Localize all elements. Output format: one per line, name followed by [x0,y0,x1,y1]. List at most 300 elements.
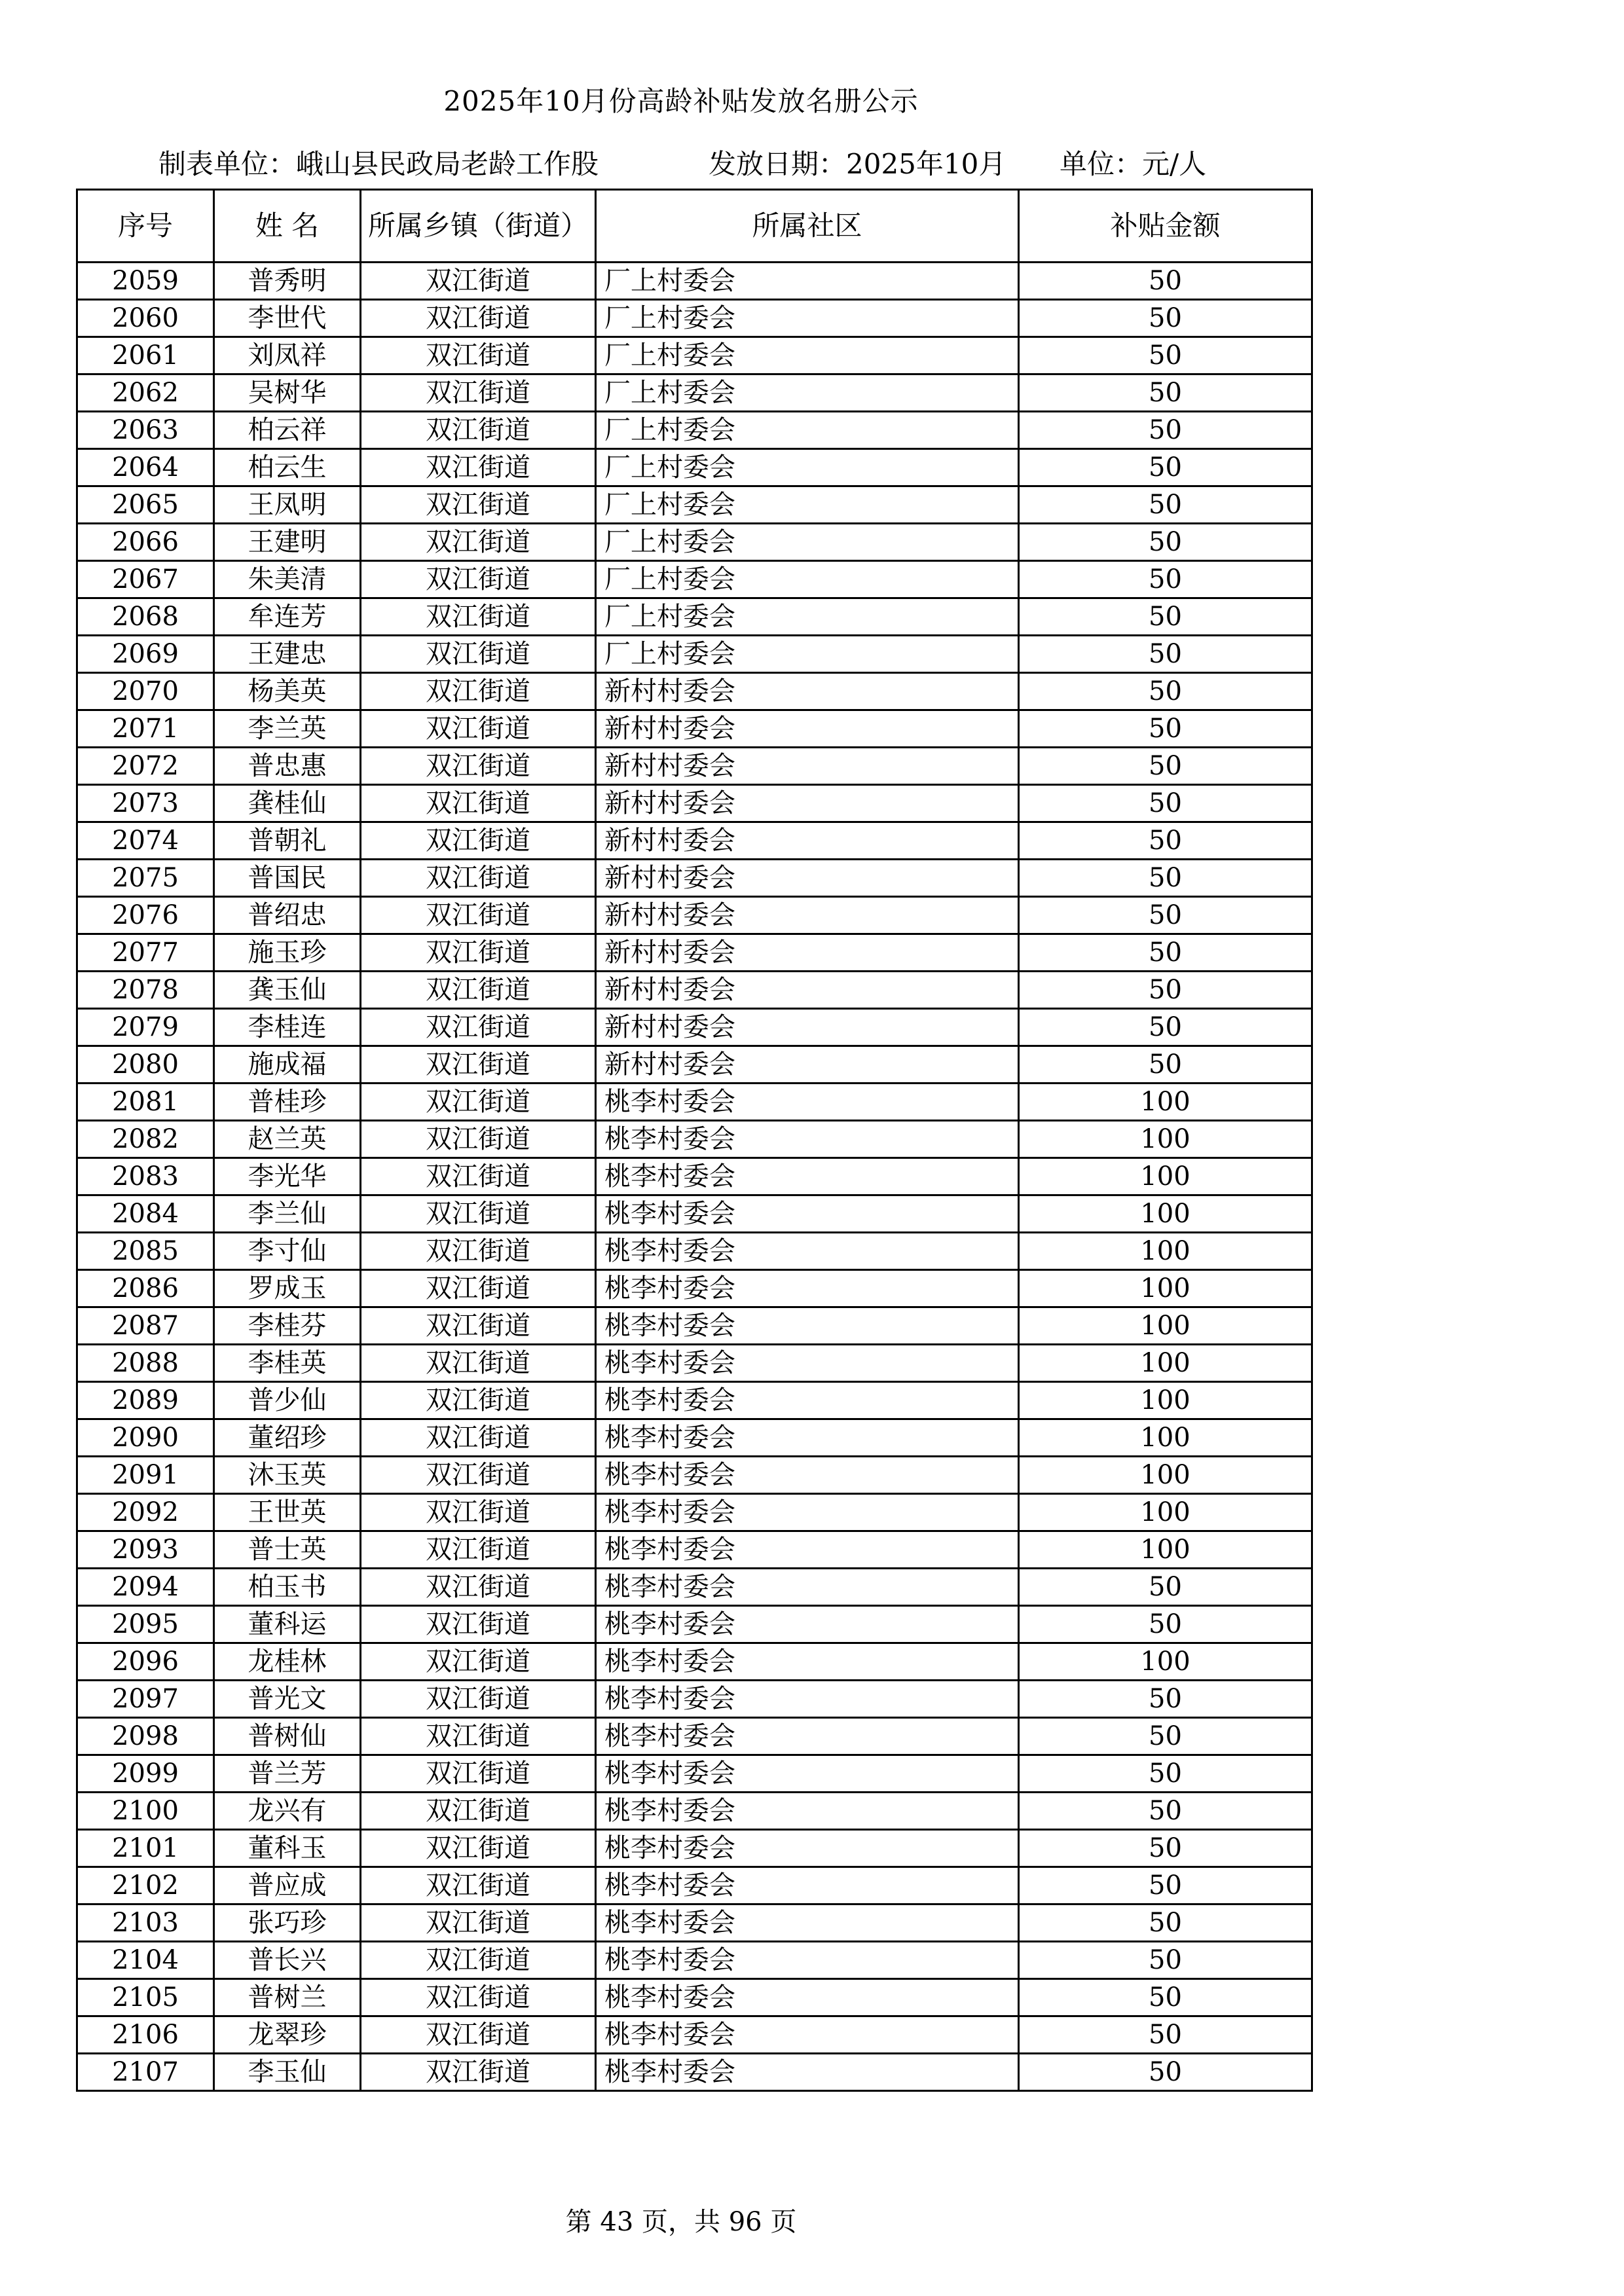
cell-seq: 2088 [77,1345,214,1382]
table-row [77,636,1312,673]
cell-seq: 2063 [77,412,214,449]
cell-seq: 2095 [77,1606,214,1643]
table-row [77,1755,1312,1793]
cell-town: 双江街道 [361,1046,596,1084]
cell-seq: 2087 [77,1307,214,1345]
cell-community: 桃李村委会 [596,2016,1019,2054]
cell-amount: 50 [1019,1681,1312,1718]
header-town: 所属乡镇（街道） [361,190,596,263]
table-row [77,2016,1312,2054]
cell-town: 双江街道 [361,1643,596,1681]
cell-seq: 2096 [77,1643,214,1681]
table-row [77,1419,1312,1457]
cell-town: 双江街道 [361,2054,596,2091]
cell-amount: 50 [1019,1606,1312,1643]
cell-community: 厂上村委会 [596,263,1019,300]
cell-community: 桃李村委会 [596,1121,1019,1158]
table-row [77,897,1312,934]
cell-amount: 50 [1019,1009,1312,1046]
cell-seq: 2081 [77,1084,214,1121]
cell-community: 桃李村委会 [596,1606,1019,1643]
cell-seq: 2076 [77,897,214,934]
cell-town: 双江街道 [361,561,596,598]
cell-seq: 2105 [77,1979,214,2016]
table-row [77,300,1312,337]
cell-seq: 2064 [77,449,214,486]
cell-seq: 2102 [77,1867,214,1904]
cell-town: 双江街道 [361,1382,596,1419]
cell-town: 双江街道 [361,860,596,897]
cell-community: 桃李村委会 [596,1233,1019,1270]
cell-community: 新村村委会 [596,897,1019,934]
table-row [77,1307,1312,1345]
cell-seq: 2061 [77,337,214,374]
cell-amount: 100 [1019,1643,1312,1681]
cell-amount: 50 [1019,673,1312,710]
table-row [77,263,1312,300]
table-row [77,1718,1312,1755]
cell-name: 普朝礼 [214,822,361,860]
cell-community: 桃李村委会 [596,1942,1019,1979]
cell-name: 普长兴 [214,1942,361,1979]
cell-seq: 2077 [77,934,214,972]
document-title: 2025年10月份高龄补贴发放名册公示 [443,85,919,117]
cell-name: 普秀明 [214,263,361,300]
cell-community: 桃李村委会 [596,2054,1019,2091]
subsidy-roster-table [76,189,1313,2092]
cell-town: 双江街道 [361,449,596,486]
cell-amount: 100 [1019,1457,1312,1494]
cell-seq: 2078 [77,972,214,1009]
cell-seq: 2073 [77,785,214,822]
cell-amount: 50 [1019,1867,1312,1904]
cell-name: 吴树华 [214,374,361,412]
cell-town: 双江街道 [361,1904,596,1942]
cell-name: 施成福 [214,1046,361,1084]
cell-name: 普绍忠 [214,897,361,934]
cell-name: 龚玉仙 [214,972,361,1009]
cell-community: 厂上村委会 [596,337,1019,374]
cell-community: 桃李村委会 [596,1457,1019,1494]
cell-seq: 2093 [77,1531,214,1569]
table-row [77,1270,1312,1307]
cell-name: 赵兰英 [214,1121,361,1158]
cell-community: 新村村委会 [596,860,1019,897]
cell-amount: 100 [1019,1084,1312,1121]
cell-name: 李寸仙 [214,1233,361,1270]
cell-seq: 2079 [77,1009,214,1046]
cell-name: 普忠惠 [214,748,361,785]
cell-name: 王凤明 [214,486,361,524]
table-row [77,785,1312,822]
cell-community: 厂上村委会 [596,486,1019,524]
table-row [77,822,1312,860]
cell-community: 桃李村委会 [596,1681,1019,1718]
cell-seq: 2099 [77,1755,214,1793]
cell-amount: 50 [1019,785,1312,822]
cell-seq: 2083 [77,1158,214,1195]
cell-amount: 50 [1019,524,1312,561]
cell-name: 董科运 [214,1606,361,1643]
cell-name: 柏云生 [214,449,361,486]
cell-community: 桃李村委会 [596,1531,1019,1569]
cell-name: 董绍珍 [214,1419,361,1457]
table-row [77,524,1312,561]
cell-name: 柏云祥 [214,412,361,449]
cell-community: 厂上村委会 [596,374,1019,412]
table-row [77,710,1312,748]
cell-seq: 2062 [77,374,214,412]
cell-name: 张巧珍 [214,1904,361,1942]
cell-community: 桃李村委会 [596,1755,1019,1793]
cell-amount: 50 [1019,337,1312,374]
cell-community: 厂上村委会 [596,449,1019,486]
header-community: 所属社区 [596,190,1019,263]
cell-town: 双江街道 [361,1307,596,1345]
cell-seq: 2107 [77,2054,214,2091]
cell-community: 厂上村委会 [596,636,1019,673]
cell-seq: 2100 [77,1793,214,1830]
cell-amount: 50 [1019,1718,1312,1755]
cell-seq: 2074 [77,822,214,860]
cell-name: 普光文 [214,1681,361,1718]
cell-name: 普少仙 [214,1382,361,1419]
cell-seq: 2086 [77,1270,214,1307]
cell-amount: 50 [1019,561,1312,598]
table-row [77,449,1312,486]
cell-town: 双江街道 [361,1755,596,1793]
cell-amount: 50 [1019,1046,1312,1084]
cell-name: 牟连芳 [214,598,361,636]
cell-seq: 2082 [77,1121,214,1158]
cell-community: 厂上村委会 [596,524,1019,561]
cell-community: 桃李村委会 [596,1382,1019,1419]
cell-amount: 100 [1019,1419,1312,1457]
cell-amount: 50 [1019,598,1312,636]
table-row [77,1942,1312,1979]
table-row [77,1494,1312,1531]
cell-town: 双江街道 [361,263,596,300]
cell-name: 李兰仙 [214,1195,361,1233]
cell-seq: 2103 [77,1904,214,1942]
table-row [77,561,1312,598]
table-row [77,1793,1312,1830]
cell-town: 双江街道 [361,1569,596,1606]
cell-name: 王建明 [214,524,361,561]
cell-town: 双江街道 [361,1009,596,1046]
cell-community: 桃李村委会 [596,1569,1019,1606]
cell-seq: 2068 [77,598,214,636]
cell-amount: 50 [1019,822,1312,860]
cell-community: 厂上村委会 [596,561,1019,598]
table-row [77,1084,1312,1121]
table-row [77,1531,1312,1569]
cell-name: 董科玉 [214,1830,361,1867]
cell-community: 新村村委会 [596,822,1019,860]
cell-town: 双江街道 [361,1195,596,1233]
cell-seq: 2069 [77,636,214,673]
cell-community: 桃李村委会 [596,1345,1019,1382]
cell-amount: 50 [1019,412,1312,449]
cell-seq: 2072 [77,748,214,785]
cell-seq: 2070 [77,673,214,710]
cell-community: 新村村委会 [596,1046,1019,1084]
cell-amount: 50 [1019,1904,1312,1942]
cell-name: 王建忠 [214,636,361,673]
cell-community: 新村村委会 [596,710,1019,748]
cell-amount: 100 [1019,1531,1312,1569]
cell-town: 双江街道 [361,1718,596,1755]
cell-community: 桃李村委会 [596,1830,1019,1867]
table-row [77,1382,1312,1419]
table-row [77,1681,1312,1718]
page-footer: 第 43 页，共 96 页 [565,2207,797,2237]
table-row [77,2054,1312,2091]
cell-community: 桃李村委会 [596,1307,1019,1345]
cell-town: 双江街道 [361,1830,596,1867]
cell-name: 普树兰 [214,1979,361,2016]
cell-name: 李桂英 [214,1345,361,1382]
cell-seq: 2094 [77,1569,214,1606]
cell-town: 双江街道 [361,748,596,785]
cell-name: 龙桂林 [214,1643,361,1681]
table-row [77,412,1312,449]
cell-town: 双江街道 [361,972,596,1009]
cell-seq: 2089 [77,1382,214,1419]
table-row [77,1233,1312,1270]
cell-amount: 50 [1019,748,1312,785]
cell-amount: 50 [1019,449,1312,486]
cell-town: 双江街道 [361,1606,596,1643]
table-body [77,263,1312,2091]
cell-name: 普国民 [214,860,361,897]
cell-name: 朱美清 [214,561,361,598]
cell-community: 新村村委会 [596,934,1019,972]
cell-community: 新村村委会 [596,1009,1019,1046]
table-row [77,486,1312,524]
cell-seq: 2098 [77,1718,214,1755]
cell-amount: 50 [1019,710,1312,748]
cell-seq: 2066 [77,524,214,561]
table-row [77,1345,1312,1382]
cell-amount: 50 [1019,1830,1312,1867]
cell-name: 李世代 [214,300,361,337]
issuing-unit: 制表单位：峨山县民政局老龄工作股 [158,148,599,180]
cell-name: 施玉珍 [214,934,361,972]
cell-community: 新村村委会 [596,748,1019,785]
cell-amount: 50 [1019,897,1312,934]
cell-community: 厂上村委会 [596,598,1019,636]
cell-amount: 100 [1019,1345,1312,1382]
cell-town: 双江街道 [361,1494,596,1531]
table-row [77,1979,1312,2016]
table-row [77,1569,1312,1606]
cell-amount: 50 [1019,1793,1312,1830]
cell-seq: 2075 [77,860,214,897]
cell-community: 桃李村委会 [596,1494,1019,1531]
table-row [77,1121,1312,1158]
cell-amount: 50 [1019,1569,1312,1606]
cell-community: 桃李村委会 [596,1643,1019,1681]
table-row [77,1009,1312,1046]
cell-amount: 50 [1019,263,1312,300]
table-row [77,1867,1312,1904]
table-row [77,1195,1312,1233]
cell-seq: 2065 [77,486,214,524]
cell-amount: 50 [1019,860,1312,897]
cell-town: 双江街道 [361,1867,596,1904]
cell-community: 桃李村委会 [596,1084,1019,1121]
cell-name: 李桂连 [214,1009,361,1046]
cell-town: 双江街道 [361,1979,596,2016]
table-row [77,1904,1312,1942]
cell-town: 双江街道 [361,1345,596,1382]
table-row [77,748,1312,785]
cell-name: 普士英 [214,1531,361,1569]
cell-name: 龚桂仙 [214,785,361,822]
cell-town: 双江街道 [361,598,596,636]
cell-name: 李光华 [214,1158,361,1195]
cell-seq: 2067 [77,561,214,598]
cell-amount: 50 [1019,1755,1312,1793]
cell-town: 双江街道 [361,1121,596,1158]
cell-town: 双江街道 [361,1270,596,1307]
header-name: 姓 名 [214,190,361,263]
cell-town: 双江街道 [361,2016,596,2054]
cell-town: 双江街道 [361,486,596,524]
cell-amount: 50 [1019,1942,1312,1979]
cell-seq: 2097 [77,1681,214,1718]
table-row [77,972,1312,1009]
cell-seq: 2085 [77,1233,214,1270]
cell-seq: 2104 [77,1942,214,1979]
cell-amount: 50 [1019,2016,1312,2054]
cell-amount: 100 [1019,1158,1312,1195]
cell-town: 双江街道 [361,1158,596,1195]
table-row [77,1830,1312,1867]
cell-amount: 50 [1019,934,1312,972]
cell-town: 双江街道 [361,1233,596,1270]
cell-amount: 100 [1019,1270,1312,1307]
cell-town: 双江街道 [361,1419,596,1457]
cell-seq: 2090 [77,1419,214,1457]
table-row [77,1046,1312,1084]
table-row [77,1158,1312,1195]
cell-town: 双江街道 [361,822,596,860]
cell-town: 双江街道 [361,374,596,412]
cell-town: 双江街道 [361,710,596,748]
cell-town: 双江街道 [361,1084,596,1121]
amount-unit: 单位：元/人 [1060,148,1207,180]
table-row [77,1457,1312,1494]
cell-town: 双江街道 [361,636,596,673]
cell-name: 李桂芬 [214,1307,361,1345]
cell-name: 龙兴有 [214,1793,361,1830]
cell-name: 普兰芳 [214,1755,361,1793]
cell-town: 双江街道 [361,785,596,822]
cell-name: 柏玉书 [214,1569,361,1606]
cell-seq: 2106 [77,2016,214,2054]
cell-amount: 100 [1019,1233,1312,1270]
cell-community: 新村村委会 [596,785,1019,822]
cell-community: 新村村委会 [596,972,1019,1009]
cell-community: 厂上村委会 [596,300,1019,337]
table-row [77,860,1312,897]
cell-seq: 2060 [77,300,214,337]
cell-amount: 50 [1019,486,1312,524]
cell-town: 双江街道 [361,1793,596,1830]
cell-name: 普应成 [214,1867,361,1904]
cell-amount: 100 [1019,1494,1312,1531]
table-row [77,337,1312,374]
cell-seq: 2071 [77,710,214,748]
table-row [77,1643,1312,1681]
cell-town: 双江街道 [361,1457,596,1494]
table-row [77,598,1312,636]
cell-seq: 2059 [77,263,214,300]
cell-town: 双江街道 [361,300,596,337]
table-row [77,374,1312,412]
cell-amount: 100 [1019,1382,1312,1419]
table-row [77,1606,1312,1643]
cell-community: 桃李村委会 [596,1867,1019,1904]
header-amount: 补贴金额 [1019,190,1312,263]
table-row [77,673,1312,710]
cell-amount: 50 [1019,2054,1312,2091]
cell-community: 桃李村委会 [596,1718,1019,1755]
table-header-row [77,190,1312,263]
cell-town: 双江街道 [361,897,596,934]
cell-town: 双江街道 [361,934,596,972]
cell-name: 罗成玉 [214,1270,361,1307]
cell-amount: 50 [1019,972,1312,1009]
cell-seq: 2101 [77,1830,214,1867]
cell-town: 双江街道 [361,412,596,449]
cell-amount: 100 [1019,1195,1312,1233]
cell-community: 桃李村委会 [596,1979,1019,2016]
cell-town: 双江街道 [361,673,596,710]
cell-name: 普树仙 [214,1718,361,1755]
cell-name: 龙翠珍 [214,2016,361,2054]
cell-amount: 100 [1019,1121,1312,1158]
cell-seq: 2091 [77,1457,214,1494]
cell-name: 王世英 [214,1494,361,1531]
cell-community: 桃李村委会 [596,1419,1019,1457]
cell-amount: 50 [1019,636,1312,673]
cell-community: 桃李村委会 [596,1158,1019,1195]
header-seq: 序号 [77,190,214,263]
cell-town: 双江街道 [361,337,596,374]
cell-seq: 2092 [77,1494,214,1531]
issue-date: 发放日期：2025年10月 [709,148,1006,180]
cell-name: 李兰英 [214,710,361,748]
cell-name: 刘凤祥 [214,337,361,374]
cell-town: 双江街道 [361,1942,596,1979]
table-row [77,934,1312,972]
cell-community: 桃李村委会 [596,1270,1019,1307]
cell-community: 桃李村委会 [596,1904,1019,1942]
cell-name: 杨美英 [214,673,361,710]
cell-amount: 100 [1019,1307,1312,1345]
cell-amount: 50 [1019,374,1312,412]
cell-community: 新村村委会 [596,673,1019,710]
cell-amount: 50 [1019,300,1312,337]
cell-amount: 50 [1019,1979,1312,2016]
cell-name: 沐玉英 [214,1457,361,1494]
cell-name: 李玉仙 [214,2054,361,2091]
cell-name: 普桂珍 [214,1084,361,1121]
cell-town: 双江街道 [361,524,596,561]
